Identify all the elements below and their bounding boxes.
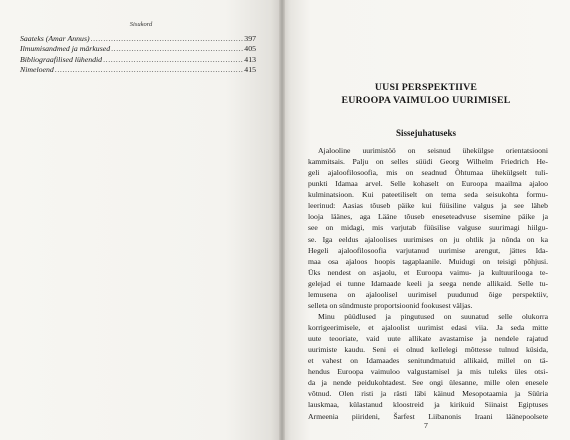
table-of-contents	[20, 34, 256, 75]
body-line: selleta on sündmuste proportsioonid fookusest väljas.	[308, 300, 473, 310]
toc-entry-page: 397	[244, 34, 256, 43]
body-line: hendus Euroopa vaimuloo valgustamisel ja mis tuleks üles otsi-	[308, 367, 548, 377]
section-title: Sissejuhatuseks	[395, 128, 457, 138]
body-line: da ja nende peidukohtadest. See ongi ülesanne, mille olen enesele	[308, 378, 548, 388]
body-line: maa osa ajaloos hoopis tagaplaanile. Muidugi on teisigi põhjusi.	[308, 256, 548, 266]
body-line: korrigeerimisele, et ajaloolist uurimist edasi viia. Ja seda mitte	[308, 323, 548, 332]
toc-entry-title: Saateks (Amar Annus)	[20, 34, 90, 43]
body-line: looja läänes, aga Lääne tõuseb eneseteadvuse sisemine päike ja	[308, 212, 548, 222]
page-number: 7	[424, 421, 428, 430]
body-line: lemusena on ajaloolisel uurimisel puudunud õige perspektiiv,	[308, 289, 548, 299]
body-line: geli ajaloofilosoofia, mis on seadnud Õhtumaa ühekülgselt tuli-	[308, 168, 548, 178]
toc-entry-title: Nimeloend	[20, 64, 54, 74]
toc-leader-dots	[55, 65, 244, 75]
toc-entry	[20, 44, 256, 54]
body-line: kulminatsioon. Kui pateetiliselt on tema seda seisukohta formu-	[308, 190, 548, 200]
body-line: leerinud: Aasias tõuseb päike kui füüsiline valgus ja see läheb	[308, 201, 548, 211]
toc-leader-dots	[91, 34, 244, 44]
toc-entry-title: Bibliograafilised lühendid	[20, 54, 103, 64]
running-head: Sisukord	[129, 21, 153, 28]
toc-entry	[20, 65, 256, 75]
body-line: punkti Idamaa arvel. Selle kohaselt on Euroopa maailma ajaloo	[308, 179, 548, 189]
body-line: et vahest on Idamaades senitundmatuid allikaid, millel on tä-	[308, 356, 548, 366]
toc-leader-dots	[111, 44, 243, 54]
toc-leader-dots	[103, 55, 243, 65]
body-line: Armeenia piirideni, Šarfest Liibanonis Iraani läänepoolsete	[308, 411, 548, 421]
toc-entry-page: 415	[244, 64, 256, 74]
body-line: Hegeli ajaloofilosoofia varjutanud uurimise arengut, jättes Ida-	[308, 245, 548, 255]
body-line: uurimiste kaudu. Seni ei olnud kellelegi mõttesse tulnud küsida,	[308, 345, 548, 355]
body-line: Üks nendest on asjaolu, et Euroopa vaimu- ja kultuurilooga te-	[308, 267, 548, 277]
toc-entry-title: Ilmumisandmed ja märkused	[20, 44, 111, 54]
chapter-title	[282, 82, 570, 107]
body-line: kammitsais. Palju on selles süüdi Georg Wilhelm Friedrich He-	[308, 157, 548, 167]
chapter-title-line-2: EUROOPA VAIMULOO UURIMISEL	[341, 94, 511, 106]
toc-entry-page: 405	[244, 44, 256, 54]
toc-entry	[20, 34, 256, 44]
body-line: võtnud. Olen risti ja rästi läbi käinud Mesopotaamia ja Süüria	[308, 389, 548, 399]
body-text	[308, 145, 548, 422]
book-gutter	[279, 0, 285, 440]
body-line: Minu püüdlused ja pingutused on suunatud selle olukorra	[318, 311, 548, 321]
body-line: gelejad ei tunne Idamaade keeli ja seega nende allikaid. Selle tu-	[308, 278, 548, 288]
body-line: Ajalooline uurimistöö on seisnud ühekülgse orientatsiooni	[318, 146, 548, 155]
chapter-title-line-1: UUSI PERSPEKTIIVE	[374, 82, 478, 93]
toc-entry	[20, 55, 256, 65]
body-line: see on midagi, mis varjutab füüsilise valguse suurimagi hiilgu-	[308, 223, 548, 233]
body-line: uute teooriate, vaid uute allikate avastamise ja nendele rajatud	[308, 334, 548, 344]
toc-entry-page: 413	[244, 54, 256, 64]
body-line: lauskmaa, külastanud kloostreid ja kirikuid Siinaist Egiptuses	[308, 400, 548, 410]
body-line: se. Iga eeldus ajaloolises uurimises on ju ohtlik ja nõnda on ka	[308, 234, 548, 244]
